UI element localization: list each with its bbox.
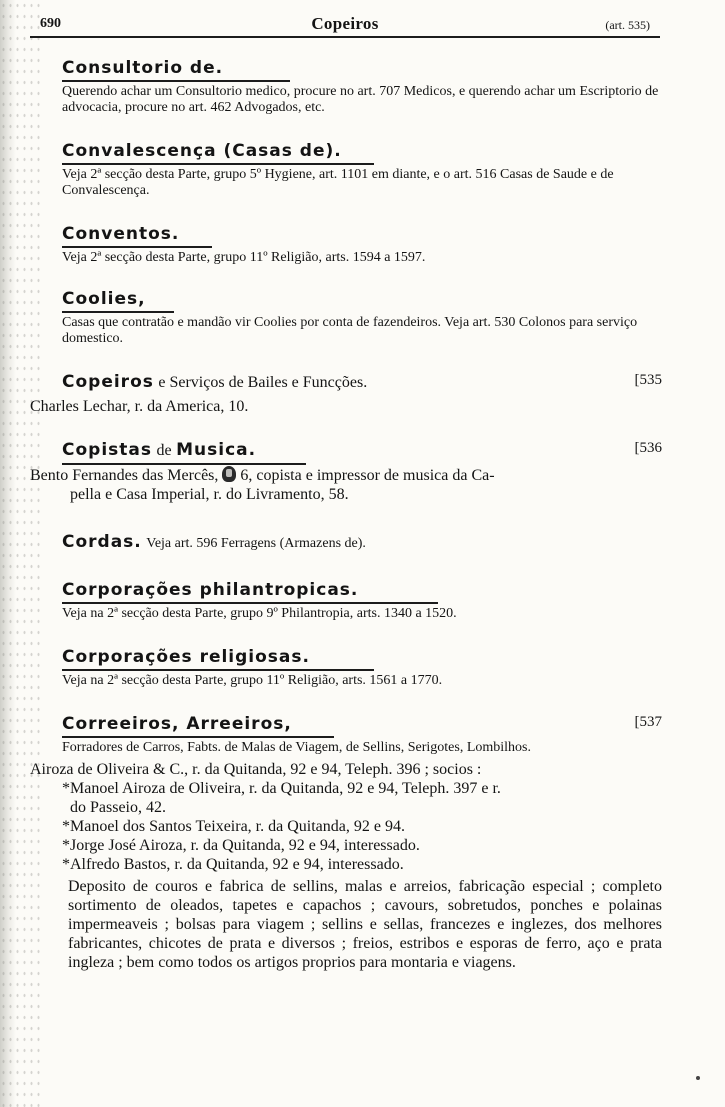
running-title: Copeiros <box>311 14 379 33</box>
entry-subheading: de <box>156 442 172 459</box>
article-number: [536 <box>634 440 662 456</box>
entry-text: Veja art. 596 Ferragens (Armazens de). <box>146 536 366 551</box>
entry-correeiros <box>62 712 662 756</box>
entry-text: Casas que contratão e mandão vir Coolies por conta de fazendeiros. Veja art. 530 Colonos para serviço domestico. <box>62 315 638 346</box>
entry-subtext: Forradores de Carros, Fabts. de Malas de Viagem, de Sellins, Serigotes, Lombilhos. <box>62 740 531 755</box>
entry-heading: Conventos. <box>62 224 180 244</box>
listing-line: do Passeio, 42. <box>70 799 166 816</box>
entry-text: Veja 2ª secção desta Parte, grupo 11º Religião, arts. 1594 a 1597. <box>62 250 426 265</box>
article-number: [535 <box>634 372 662 388</box>
entry-copeiros <box>62 370 662 394</box>
listing-line: pella e Casa Imperial, r. do Livramento, 58. <box>70 486 349 503</box>
imperial-arms-icon <box>222 466 236 482</box>
listing-copistas <box>30 466 670 504</box>
entry-heading-2: Musica. <box>176 440 257 460</box>
heading-rule <box>62 736 334 738</box>
entry-cordas <box>62 530 662 555</box>
listing-line: *Jorge José Airoza, r. da Quitanda, 92 e 94, interessado. <box>62 837 420 854</box>
listing-text: Bento Fernandes das Mercês, <box>30 467 219 484</box>
entry-heading: Copistas <box>62 440 152 460</box>
listing-line: *Alfredo Bastos, r. da Quitanda, 92 e 94, interessado. <box>62 856 404 873</box>
entry-consultorio <box>62 56 662 116</box>
heading-rule <box>62 163 374 165</box>
entry-corporacoes-philantropicas <box>62 578 662 622</box>
entry-heading: Copeiros <box>62 372 154 392</box>
article-ref: (art. 535) <box>605 18 650 32</box>
page-number: 690 <box>40 16 61 31</box>
entry-heading: Coolies, <box>62 289 146 309</box>
listing-line: *Manoel Airoza de Oliveira, r. da Quitanda, 92 e 94, Teleph. 397 e r. <box>62 780 501 797</box>
entry-coolies <box>62 287 662 347</box>
ink-speck <box>696 1076 700 1080</box>
entry-heading: Convalescença (Casas de). <box>62 141 342 161</box>
listing-line: *Manoel dos Santos Teixeira, r. da Quitanda, 92 e 94. <box>62 818 405 835</box>
entry-text: Querendo achar um Consultorio medico, procure no art. 707 Medicos, e querendo achar um Escriptorio de advocacia, procure no art. 462 Advogados, etc. <box>62 84 659 115</box>
listing-line: Charles Lechar, r. da America, 10. <box>30 398 249 415</box>
heading-rule <box>62 246 212 248</box>
heading-rule <box>62 311 174 313</box>
listing-correeiros <box>30 760 670 874</box>
page-header <box>30 10 660 38</box>
description-text: Deposito de couros e fabrica de sellins, malas e arreios, fabricação especial ; completo sortimento de oleados, tapetes e capachos ; cavours, sobretudos, ponches e polainas impermeaveis ; bolsas para viagem ; sellins e sellas, francezes e inglezes, dos melhores fabricantes, chicotes de prata e diversos ; freios, estribos e esporas de ferro, aço e prata ingleza ; bem como todos os artigos proprios para montaria e viagens. <box>68 878 662 971</box>
listing-copeiros <box>30 397 670 416</box>
entry-copistas <box>62 438 662 467</box>
heading-rule <box>62 80 290 82</box>
entry-corporacoes-religiosas <box>62 645 662 689</box>
heading-rule <box>62 463 306 465</box>
listing-text: 6, copista e impressor de musica da Ca- <box>240 467 495 484</box>
entry-subheading: e Serviços de Bailes e Funcções. <box>158 374 368 391</box>
entry-convalescenca <box>62 139 662 199</box>
description-correeiros <box>68 877 662 972</box>
article-number: [537 <box>634 714 662 730</box>
entry-heading: Cordas. <box>62 532 142 552</box>
entry-heading: Corporações religiosas. <box>62 647 310 667</box>
entry-heading: Correeiros, Arreeiros, <box>62 714 292 734</box>
entry-heading: Consultorio de. <box>62 58 224 78</box>
entry-heading: Corporações philantropicas. <box>62 580 359 600</box>
heading-rule <box>62 602 438 604</box>
entry-text: Veja na 2ª secção desta Parte, grupo 11º Religião, arts. 1561 a 1770. <box>62 673 443 688</box>
listing-line <box>30 466 670 485</box>
entry-text: Veja na 2ª secção desta Parte, grupo 9º Philantropia, arts. 1340 a 1520. <box>62 606 457 621</box>
entry-text: Veja 2ª secção desta Parte, grupo 5º Hygiene, art. 1101 em diante, e o art. 516 Casas de Saude e de Convalescença. <box>62 167 614 198</box>
listing-line: Airoza de Oliveira & C., r. da Quitanda, 92 e 94, Teleph. 396 ; socios : <box>30 761 482 778</box>
entry-conventos <box>62 222 662 266</box>
page-edge-specks <box>0 0 40 1107</box>
heading-rule <box>62 669 374 671</box>
